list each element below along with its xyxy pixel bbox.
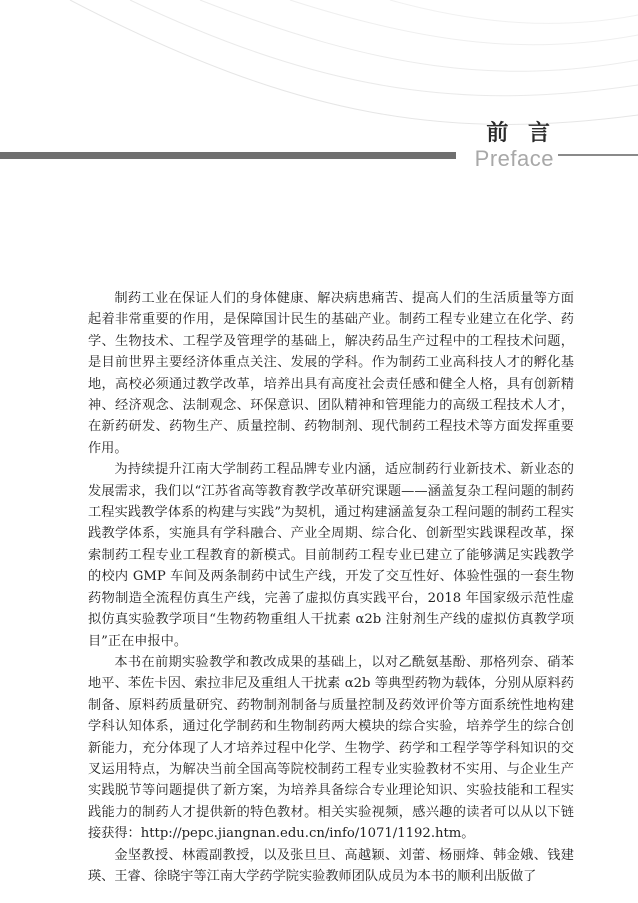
page-title: 前 言	[486, 121, 556, 146]
paragraph: 金坚教授、林霞副教授，以及张旦旦、高越颖、刘蕾、杨丽烽、韩金娥、钱建瑛、王睿、徐晓宇等江南大学药学院实验教师团队成员为本书的顺利出版做了	[88, 847, 574, 884]
paragraph: 本书在前期实验教学和教改成果的基础上，以对乙酰氨基酚、那格列奈、硝苯地平、苯佐卡因、索拉非尼及重组人干扰素 α2b 等典型药物为载体，分别从原料药制备、原料药质量研究、药物制剂制备与质量控制及药效评价等方面系统性地构建学科认知体系，通过化学制药和生物制药两大模块的综合实验，培养学生的综合创新能力，充分体现了人才培养过程中化学、生物学、药学和工程学等学科知识的交叉运用特点，为解决当前全国高等院校制药工程专业实验教材不实用、与企业生产实践脱节等问题提供了新方案，为培养具备综合专业理论知识、实验技能和工程实践能力的制药人才提供新的特色教材。相关实验视频，感兴趣的读者可以从以下链接获得：http://pepc.jiangnan.edu.cn/info/1071/1192.htm。	[88, 654, 574, 842]
decorative-curve	[200, 0, 638, 71]
decorative-curve	[390, 0, 638, 23]
header-line-right	[558, 154, 638, 156]
paragraph: 制药工业在保证人们的身体健康、解决病患痛苦、提高人们的生活质量等方面起着非常重要的作用，是保障国计民生的基础产业。制药工程专业建立在化学、药学、生物技术、工程学及管理学的基础上，解决药品生产过程中的工程技术问题，是目前世界主要经济体重点关注、发展的学科。作为制药工业高科技人才的孵化基地，高校必须通过教学改革，培养出具有高度社会责任感和健全人格，具有创新精神、经济观念、法制观念、环保意识、团队精神和管理能力的高级工程技术人才，在新药研发、药物生产、质量控制、药物制剂、现代制药工程技术等方面发挥重要作用。	[88, 291, 574, 456]
page-subtitle: Preface	[474, 146, 554, 171]
header-bar-left	[0, 152, 456, 159]
preface-body	[88, 288, 574, 887]
decorative-curve	[130, 0, 638, 96]
paragraph: 为持续提升江南大学制药工程品牌专业内涵，适应制药行业新技术、新业态的发展需求，我们以“江苏省高等教育教学改革研究课题——涵盖复杂工程问题的制药工程实践教学体系的构建与实践”为契机，通过构建涵盖复杂工程问题的制药工程实践教学体系，实施具有学科融合、产业全周期、综合化、创新型实践课程改革，探索制药工程专业工程教育的新模式。目前制药工程专业已建立了能够满足实践教学的校内 GMP 车间及两条制药中试生产线，开发了交互性好、体验性强的一套生物药物制造全流程仿真生产线，完善了虚拟仿真实践平台，2018 年国家级示范性虚拟仿真实验教学项目“生物药物重组人干扰素 α2b 注射剂生产线的虚拟仿真教学项目”正在申报中。	[88, 462, 574, 649]
decorative-curve	[290, 0, 638, 45]
